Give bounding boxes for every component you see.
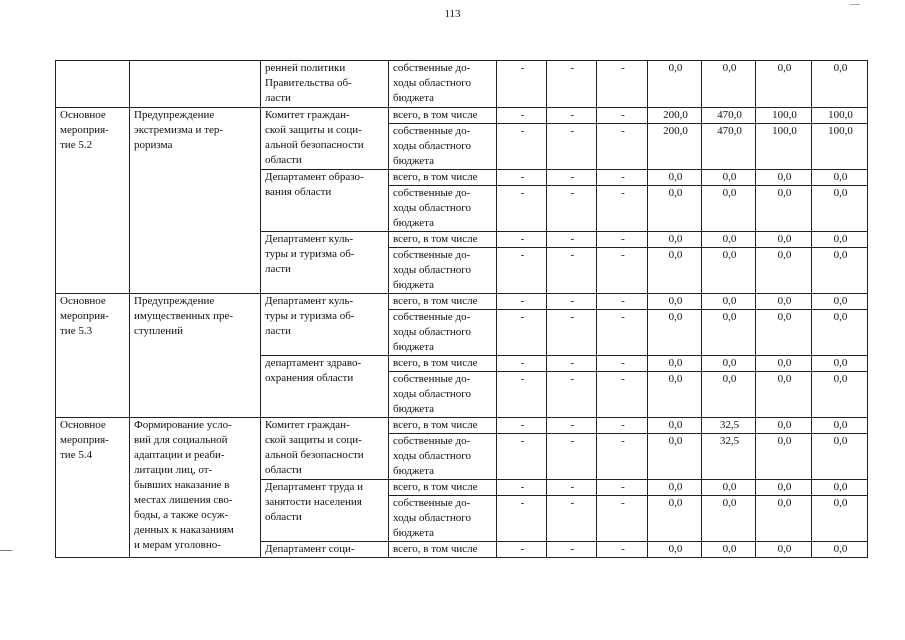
dash-cell: - xyxy=(497,480,547,496)
value-cell: 0,0 xyxy=(812,356,868,372)
value-cell: 0,0 xyxy=(702,356,756,372)
funding-source-cell: всего, в том числе xyxy=(389,232,497,248)
dash-cell: - xyxy=(547,434,597,480)
value-cell: 0,0 xyxy=(812,418,868,434)
value-cell: 0,0 xyxy=(702,496,756,542)
dash-cell: - xyxy=(597,418,648,434)
value-cell: 0,0 xyxy=(702,480,756,496)
value-cell: 32,5 xyxy=(702,434,756,480)
funding-source-cell: собственные до- ходы областного бюджета xyxy=(389,372,497,418)
table-row xyxy=(56,418,868,434)
value-cell: 32,5 xyxy=(702,418,756,434)
value-cell: 100,0 xyxy=(812,108,868,124)
dash-cell: - xyxy=(597,232,648,248)
value-cell: 0,0 xyxy=(648,170,702,186)
funding-source-cell: собственные до- ходы областного бюджета xyxy=(389,496,497,542)
dash-cell: - xyxy=(497,418,547,434)
dash-cell: - xyxy=(547,310,597,356)
dash-cell: - xyxy=(497,294,547,310)
corner-mark xyxy=(850,4,860,5)
value-cell: 0,0 xyxy=(756,248,812,294)
value-cell: 0,0 xyxy=(702,294,756,310)
table-row xyxy=(56,108,868,124)
value-cell: 0,0 xyxy=(756,434,812,480)
value-cell: 0,0 xyxy=(812,372,868,418)
dash-cell: - xyxy=(497,170,547,186)
value-cell: 0,0 xyxy=(702,232,756,248)
dash-cell: - xyxy=(547,232,597,248)
event-cell xyxy=(56,61,130,108)
value-cell: 0,0 xyxy=(648,248,702,294)
value-cell: 0,0 xyxy=(648,372,702,418)
dash-cell: - xyxy=(597,294,648,310)
dash-cell: - xyxy=(597,434,648,480)
value-cell: 0,0 xyxy=(648,356,702,372)
funding-source-cell: всего, в том числе xyxy=(389,294,497,310)
event-name-cell: Предупреждение имущественных пре- ступлений xyxy=(130,294,261,418)
dash-cell: - xyxy=(597,124,648,170)
value-cell: 0,0 xyxy=(702,542,756,558)
dash-cell: - xyxy=(597,496,648,542)
dash-cell: - xyxy=(547,372,597,418)
dash-cell: - xyxy=(497,186,547,232)
value-cell: 0,0 xyxy=(812,186,868,232)
funding-source-cell: всего, в том числе xyxy=(389,108,497,124)
value-cell: 0,0 xyxy=(812,496,868,542)
value-cell: 0,0 xyxy=(756,294,812,310)
value-cell: 0,0 xyxy=(648,434,702,480)
dash-cell: - xyxy=(597,248,648,294)
event-cell: Основное мероприя- тие 5.4 xyxy=(56,418,130,558)
value-cell: 0,0 xyxy=(702,186,756,232)
dash-cell: - xyxy=(547,108,597,124)
value-cell: 0,0 xyxy=(702,170,756,186)
dash-cell: - xyxy=(597,480,648,496)
value-cell: 200,0 xyxy=(648,108,702,124)
page-number: 113 xyxy=(444,8,461,20)
dash-cell: - xyxy=(547,124,597,170)
dash-cell: - xyxy=(547,542,597,558)
event-cell: Основное мероприя- тие 5.3 xyxy=(56,294,130,418)
funding-source-cell: всего, в том числе xyxy=(389,170,497,186)
dash-cell: - xyxy=(597,542,648,558)
dash-cell: - xyxy=(597,108,648,124)
dash-cell: - xyxy=(547,170,597,186)
funding-source-cell: всего, в том числе xyxy=(389,356,497,372)
dash-cell: - xyxy=(497,434,547,480)
margin-mark xyxy=(0,550,12,551)
dash-cell: - xyxy=(597,372,648,418)
value-cell: 200,0 xyxy=(648,124,702,170)
dash-cell: - xyxy=(497,372,547,418)
value-cell: 0,0 xyxy=(702,248,756,294)
value-cell: 0,0 xyxy=(756,61,812,108)
value-cell: 0,0 xyxy=(756,186,812,232)
executor-cell: Департамент соци- xyxy=(261,542,389,558)
dash-cell: - xyxy=(547,61,597,108)
value-cell: 0,0 xyxy=(812,170,868,186)
value-cell: 0,0 xyxy=(648,186,702,232)
funding-source-cell: всего, в том числе xyxy=(389,418,497,434)
executor-cell: Департамент куль- туры и туризма об- ласти xyxy=(261,294,389,356)
dash-cell: - xyxy=(597,310,648,356)
value-cell: 100,0 xyxy=(756,108,812,124)
dash-cell: - xyxy=(497,61,547,108)
table-row xyxy=(56,61,868,108)
dash-cell: - xyxy=(497,248,547,294)
funding-source-cell: собственные до- ходы областного бюджета xyxy=(389,61,497,108)
executor-cell: Комитет граждан- ской защиты и соци- альной безопасности области xyxy=(261,108,389,170)
executor-cell: Комитет граждан- ской защиты и соци- альной безопасности области xyxy=(261,418,389,480)
funding-source-cell: собственные до- ходы областного бюджета xyxy=(389,310,497,356)
dash-cell: - xyxy=(597,61,648,108)
funding-source-cell: всего, в том числе xyxy=(389,480,497,496)
value-cell: 100,0 xyxy=(756,124,812,170)
value-cell: 0,0 xyxy=(756,232,812,248)
dash-cell: - xyxy=(597,170,648,186)
executor-cell: департамент здраво- охранения области xyxy=(261,356,389,418)
executor-cell: Департамент куль- туры и туризма об- ласти xyxy=(261,232,389,294)
value-cell: 0,0 xyxy=(756,170,812,186)
value-cell: 0,0 xyxy=(756,480,812,496)
value-cell: 0,0 xyxy=(756,310,812,356)
event-name-cell xyxy=(130,61,261,108)
dash-cell: - xyxy=(497,108,547,124)
value-cell: 0,0 xyxy=(812,480,868,496)
dash-cell: - xyxy=(597,186,648,232)
dash-cell: - xyxy=(497,232,547,248)
executor-cell: ренней политики Правительства об- ласти xyxy=(261,61,389,108)
table-row xyxy=(56,294,868,310)
dash-cell: - xyxy=(497,542,547,558)
value-cell: 0,0 xyxy=(756,356,812,372)
value-cell: 0,0 xyxy=(648,480,702,496)
value-cell: 0,0 xyxy=(812,248,868,294)
event-cell: Основное мероприя- тие 5.2 xyxy=(56,108,130,294)
dash-cell: - xyxy=(497,124,547,170)
value-cell: 470,0 xyxy=(702,108,756,124)
value-cell: 470,0 xyxy=(702,124,756,170)
value-cell: 0,0 xyxy=(648,294,702,310)
value-cell: 0,0 xyxy=(812,232,868,248)
value-cell: 0,0 xyxy=(648,61,702,108)
funding-source-cell: собственные до- ходы областного бюджета xyxy=(389,248,497,294)
executor-cell: Департамент труда и занятости населения области xyxy=(261,480,389,542)
dash-cell: - xyxy=(547,294,597,310)
funding-source-cell: собственные до- ходы областного бюджета xyxy=(389,124,497,170)
value-cell: 0,0 xyxy=(756,496,812,542)
value-cell: 0,0 xyxy=(812,434,868,480)
event-name-cell: Предупреждение экстремизма и тер- роризма xyxy=(130,108,261,294)
value-cell: 0,0 xyxy=(812,310,868,356)
value-cell: 0,0 xyxy=(648,232,702,248)
value-cell: 100,0 xyxy=(812,124,868,170)
dash-cell: - xyxy=(547,480,597,496)
value-cell: 0,0 xyxy=(702,310,756,356)
value-cell: 0,0 xyxy=(648,310,702,356)
value-cell: 0,0 xyxy=(648,496,702,542)
dash-cell: - xyxy=(547,356,597,372)
dash-cell: - xyxy=(547,418,597,434)
executor-cell: Департамент образо- вания области xyxy=(261,170,389,232)
event-name-cell: Формирование усло- вий для социальной адаптации и реаби- литации лиц, от- бывших наказание в местах лишения сво- боды, а также осуж- денных к наказаниям и мерам уголовно- xyxy=(130,418,261,558)
dash-cell: - xyxy=(497,496,547,542)
value-cell: 0,0 xyxy=(756,418,812,434)
dash-cell: - xyxy=(547,496,597,542)
dash-cell: - xyxy=(497,310,547,356)
value-cell: 0,0 xyxy=(702,372,756,418)
value-cell: 0,0 xyxy=(812,542,868,558)
value-cell: 0,0 xyxy=(648,418,702,434)
dash-cell: - xyxy=(547,248,597,294)
funding-source-cell: собственные до- ходы областного бюджета xyxy=(389,434,497,480)
value-cell: 0,0 xyxy=(756,542,812,558)
value-cell: 0,0 xyxy=(648,542,702,558)
funding-source-cell: всего, в том числе xyxy=(389,542,497,558)
dash-cell: - xyxy=(547,186,597,232)
value-cell: 0,0 xyxy=(812,294,868,310)
value-cell: 0,0 xyxy=(702,61,756,108)
value-cell: 0,0 xyxy=(812,61,868,108)
dash-cell: - xyxy=(497,356,547,372)
value-cell: 0,0 xyxy=(756,372,812,418)
funding-source-cell: собственные до- ходы областного бюджета xyxy=(389,186,497,232)
dash-cell: - xyxy=(597,356,648,372)
budget-table xyxy=(55,60,868,558)
